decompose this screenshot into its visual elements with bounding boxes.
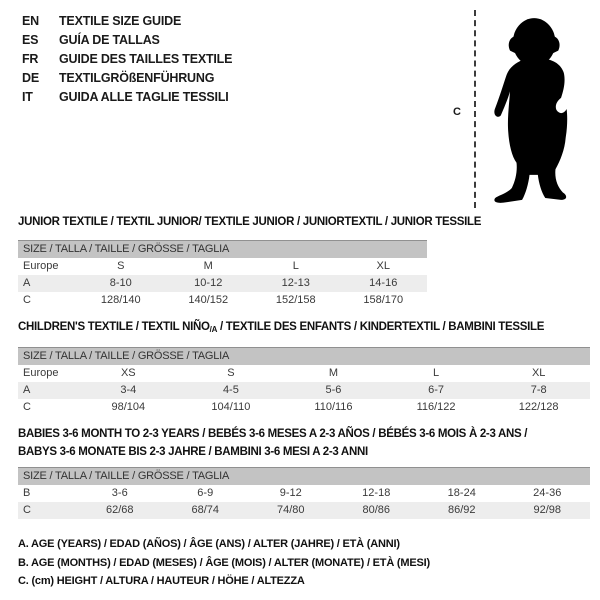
language-list	[22, 12, 232, 107]
lang-row-fr	[22, 50, 232, 69]
lang-label: TEXTILE SIZE GUIDE	[59, 14, 182, 28]
row-label: A	[23, 384, 31, 396]
children-row-height	[18, 399, 590, 416]
lang-row-de	[22, 69, 232, 88]
size-cell: 8-10	[109, 277, 132, 289]
children-section-title	[18, 321, 544, 334]
row-label: B	[23, 487, 31, 499]
junior-size-table	[18, 240, 427, 309]
size-cell: 122/128	[518, 401, 559, 413]
lang-code: EN	[22, 14, 39, 28]
size-cell: 116/122	[416, 401, 456, 413]
lang-row-es	[22, 31, 232, 50]
children-row-age	[18, 382, 590, 399]
footnote-c: C. (cm) HEIGHT / ALTURA / HAUTEUR / HÖHE / ALTEZZA	[18, 575, 305, 587]
size-cell: XL	[376, 260, 390, 272]
babies-row-months	[18, 485, 590, 502]
size-cell: M	[328, 367, 339, 379]
lang-label: TEXTILGRÖßENFÜHRUNG	[59, 71, 215, 85]
row-label: Europe	[23, 367, 59, 379]
size-cell: 140/152	[188, 294, 229, 306]
toddler-silhouette-icon	[485, 8, 587, 210]
size-cell: 104/110	[211, 401, 251, 413]
junior-row-europe	[18, 258, 427, 275]
size-cell: 4-5	[222, 384, 239, 396]
footnote-b: B. AGE (MONTHS) / EDAD (MESES) / ÂGE (MOIS) / ALTER (MONATE) / ETÀ (MESI)	[18, 556, 430, 569]
size-cell: 14-16	[369, 277, 398, 289]
junior-table-header: SIZE / TALLA / TAILLE / GRÖSSE / TAGLIA	[18, 240, 427, 258]
junior-row-height	[18, 292, 427, 309]
row-label: C	[23, 294, 31, 306]
footnotes	[18, 535, 430, 591]
height-dashed-line	[474, 10, 476, 208]
lang-code: ES	[22, 33, 39, 47]
row-label: Europe	[23, 260, 59, 272]
children-title-prefix: CHILDREN'S TEXTILE / TEXTIL NIÑO	[18, 321, 210, 333]
size-cell: 128/140	[100, 294, 141, 306]
size-cell: 12-13	[281, 277, 310, 289]
size-cell: 18-24	[447, 487, 476, 499]
size-cell: S	[227, 367, 235, 379]
children-title-subscript: /A	[209, 325, 218, 334]
height-measure-label: C	[453, 106, 461, 118]
lang-label: GUIDE DES TAILLES TEXTILE	[59, 52, 233, 66]
size-cell: 10-12	[194, 277, 223, 289]
lang-code: DE	[22, 71, 39, 85]
size-cell: 24-36	[533, 487, 562, 499]
size-cell: 6-7	[428, 384, 445, 396]
babies-row-height	[18, 502, 590, 519]
size-cell: L	[292, 260, 299, 272]
size-cell: 98/104	[111, 401, 146, 413]
size-cell: 5-6	[325, 384, 342, 396]
size-cell: 152/158	[275, 294, 316, 306]
babies-title-line1: BABIES 3-6 MONTH TO 2-3 YEARS / BEBÉS 3-6 MESES A 2-3 AÑOS / BÉBÉS 3-6 MOIS À 2-3 ANS /	[18, 428, 528, 440]
size-cell: 110/116	[314, 401, 353, 413]
size-cell: 62/68	[105, 504, 134, 516]
size-cell: M	[203, 260, 213, 272]
lang-row-en	[22, 12, 232, 31]
children-row-europe	[18, 365, 590, 382]
children-table-header: SIZE / TALLA / TAILLE / GRÖSSE / TAGLIA	[18, 347, 590, 365]
children-size-table	[18, 347, 590, 416]
size-cell: 158/170	[363, 294, 404, 306]
size-cell: XS	[120, 367, 136, 379]
lang-code: FR	[22, 52, 39, 66]
row-label: A	[23, 277, 31, 289]
lang-code: IT	[22, 90, 33, 104]
row-label: C	[23, 401, 31, 413]
size-cell: 3-6	[111, 487, 128, 499]
lang-label: GUÍA DE TALLAS	[59, 33, 160, 47]
size-cell: 7-8	[530, 384, 547, 396]
row-label: C	[23, 504, 31, 516]
size-cell: 6-9	[197, 487, 214, 499]
height-measure-figure	[445, 6, 597, 214]
size-cell: 86/92	[447, 504, 476, 516]
size-cell: 92/98	[533, 504, 562, 516]
size-cell: 3-4	[120, 384, 137, 396]
junior-row-age	[18, 275, 427, 292]
junior-section-title: JUNIOR TEXTILE / TEXTIL JUNIOR/ TEXTILE JUNIOR / JUNIORTEXTIL / JUNIOR TESSILE	[18, 216, 482, 228]
size-cell: S	[117, 260, 125, 272]
footnote-a: A. AGE (YEARS) / EDAD (AÑOS) / ÂGE (ANS) / ALTER (JAHRE) / ETÀ (ANNI)	[18, 538, 400, 550]
lang-label: GUIDA ALLE TAGLIE TESSILI	[59, 90, 229, 104]
lang-row-it	[22, 88, 232, 107]
babies-section-title	[18, 425, 527, 461]
size-cell: 80/86	[362, 504, 391, 516]
size-cell: XL	[531, 367, 546, 379]
size-cell: L	[433, 367, 440, 379]
size-cell: 9-12	[279, 487, 302, 499]
size-cell: 68/74	[191, 504, 220, 516]
babies-size-table	[18, 467, 590, 519]
size-cell: 12-18	[362, 487, 391, 499]
size-cell: 74/80	[276, 504, 305, 516]
babies-table-header: SIZE / TALLA / TAILLE / GRÖSSE / TAGLIA	[18, 467, 590, 485]
babies-title-line2: BABYS 3-6 MONATE BIS 2-3 JAHRE / BAMBINI 3-6 MESI A 2-3 ANNI	[18, 446, 368, 458]
children-title-suffix: / TEXTILE DES ENFANTS / KINDERTEXTIL / BAMBINI TESSILE	[217, 321, 545, 333]
